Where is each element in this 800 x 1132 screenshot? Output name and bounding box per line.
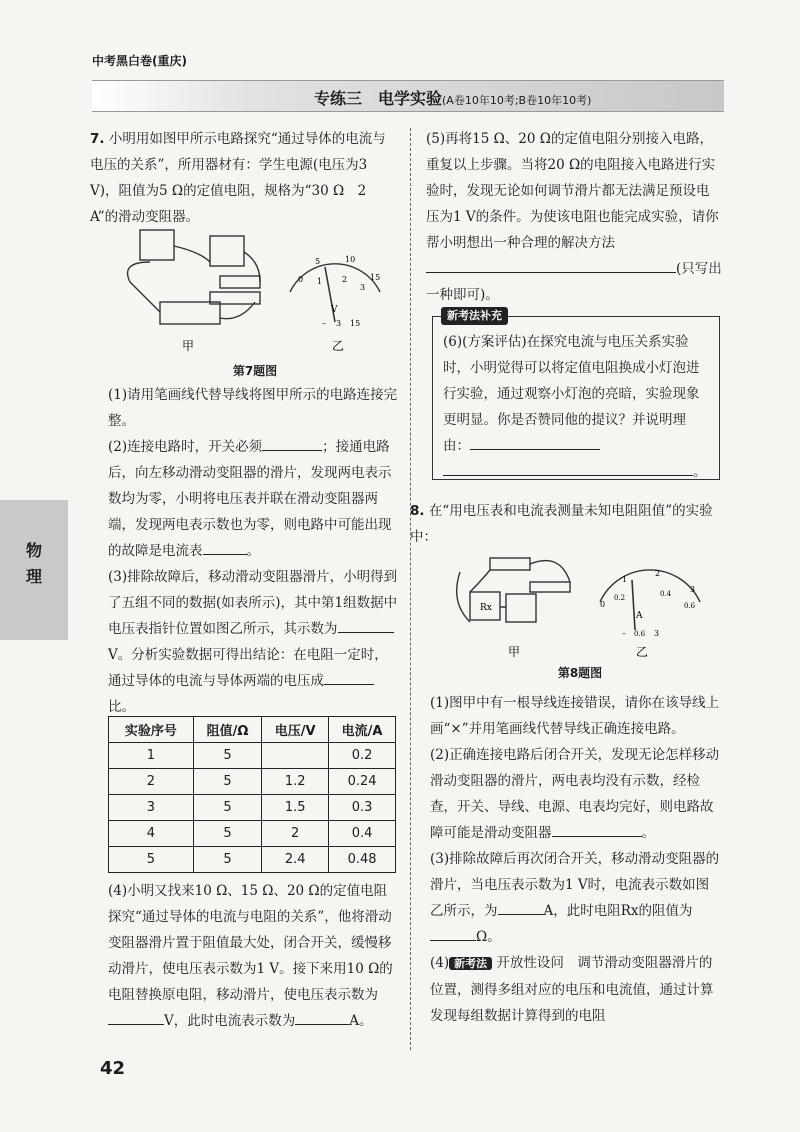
table-cell: 0.4	[329, 821, 396, 847]
table-cell: 1.5	[262, 795, 329, 821]
q8-label-yi: 乙	[636, 645, 649, 659]
q7-meter-terminal: –	[322, 319, 326, 328]
q8-meter-terminal: –	[622, 629, 626, 638]
table-cell: 5	[193, 847, 261, 873]
q8-p4-num: (4)	[430, 955, 450, 971]
q7-part-6	[443, 329, 711, 485]
q7-intro	[90, 126, 398, 230]
page-number: 42	[100, 1058, 126, 1079]
table-cell: 0.48	[329, 847, 396, 873]
q7-resistor	[220, 276, 260, 288]
column-divider	[410, 128, 411, 1050]
q8-p3-text-b: A，此时电阻Rx的阻值为	[543, 903, 693, 919]
q8-intro-text: 在“用电压表和电流表测量未知电阻阻值”的实验中：	[410, 503, 713, 545]
q8-meter-unit: A	[636, 611, 643, 621]
q8-p3-end: Ω。	[476, 929, 501, 945]
q8-battery	[490, 558, 530, 570]
table-cell: 5	[193, 821, 261, 847]
answer-blank[interactable]	[324, 670, 374, 685]
new-method-box	[432, 309, 720, 480]
q7-meter-tick: 3	[360, 283, 366, 292]
q7-p6-end: 。	[693, 464, 707, 480]
table-header-row	[109, 717, 396, 743]
section-note: (A卷10年10考;B卷10年10考)	[442, 94, 592, 107]
q7-part-2	[108, 434, 400, 564]
q8-intro	[410, 498, 722, 550]
section-name: 专练三 电学实验	[314, 89, 443, 108]
table-cell: 1	[109, 743, 194, 769]
q7-data-table	[108, 716, 396, 873]
q8-label-jia: 甲	[508, 645, 521, 659]
q7-p4-end: A。	[349, 1013, 373, 1029]
q7-p3-text: (3)排除故障后，移动滑动变阻器滑片，小明得到了五组不同的数据(如表所示)，其中第1组数据中电压表指针位置如图乙所示，其示数为	[108, 569, 398, 637]
q8-meter-needle	[632, 580, 635, 630]
q7-power-supply	[160, 302, 220, 324]
q7-wires	[128, 246, 261, 319]
table-cell: 4	[109, 821, 194, 847]
q7-voltmeter-body	[210, 236, 244, 266]
table-header: 电流/A	[329, 717, 396, 743]
q7-part-6-block	[443, 329, 711, 485]
table-header: 实验序号	[109, 717, 194, 743]
answer-blank[interactable]	[203, 540, 247, 555]
q7-p4-text: (4)小明又找来10 Ω、15 Ω、20 Ω的定值电阻探究“通过导体的电流与电阻的关系”，他将滑动变阻器滑片置于阻值最大处，闭合开关，缓慢移动滑片，使电压表示数为1 V。接下来用10 Ω的电阻替换原电阻，移动滑片，使电压表示数为	[108, 883, 393, 1003]
q8-part-4	[430, 950, 722, 1029]
q8-meter-tick: 0.6	[684, 602, 696, 610]
q7-number: 7.	[90, 131, 105, 147]
q7-meter-terminal: 3	[336, 319, 342, 328]
table-cell: 0.2	[329, 743, 396, 769]
q8-rx-label: Rx	[480, 603, 492, 613]
q7-p2-text: (2)连接电路时，开关必须	[108, 439, 263, 455]
table-cell: 3	[109, 795, 194, 821]
table-cell: 2	[262, 821, 329, 847]
q8-meter-tick: 2	[655, 569, 661, 578]
new-method-tag: 新考法	[449, 957, 492, 970]
q7-p3-text-b: V。分析实验数据可得出结论：在电阻一定时，通过导体的电流与导体两端的电压成	[108, 647, 388, 689]
table-header: 阻值/Ω	[193, 717, 261, 743]
q7-parts	[108, 382, 400, 720]
table-cell: 0.3	[329, 795, 396, 821]
answer-blank[interactable]	[430, 926, 476, 941]
answer-blank[interactable]	[262, 436, 322, 451]
q8-part-2	[430, 742, 722, 846]
table-row	[109, 821, 396, 847]
q8-meter-tick: 0.4	[660, 590, 672, 598]
q8-parts	[430, 690, 722, 1029]
q8-p4-text: 开放性设问 调节滑动变阻器滑片的位置，测得多组对应的电压和电流值，通过计算发现每组数据计算得到的电阻	[430, 955, 714, 1024]
q7-part-4	[108, 878, 400, 1034]
table-cell: 1.2	[262, 769, 329, 795]
q7-meter-tick: 1	[317, 277, 323, 286]
q8-p2-end: 。	[641, 825, 655, 841]
table-cell: 5	[193, 795, 261, 821]
q8-part-3	[430, 846, 722, 950]
q7-p3-end: 比。	[108, 699, 135, 715]
q7-p2-text-b: ；接通电路后，向左移动滑动变阻器的滑片，发现两电表示数均为零，小明将电压表并联在滑动变阻器两端，发现两电表示数也为零，则电路中可能出现的故障是电流表	[108, 439, 392, 559]
table-row	[109, 795, 396, 821]
subject-char-2: 理	[25, 567, 42, 586]
q8-number: 8.	[410, 503, 425, 519]
table-row	[109, 743, 396, 769]
q7-part-1: (1)请用笔画线代替导线将图甲所示的电路连接完整。	[108, 387, 398, 429]
table-cell	[262, 743, 329, 769]
new-method-title: 新考法补充	[441, 307, 508, 325]
section-banner	[92, 80, 724, 112]
question-8	[410, 498, 722, 550]
q7-ammeter-body	[140, 230, 174, 260]
q8-rheostat	[530, 582, 570, 592]
q7-meter-arc	[290, 264, 380, 292]
q7-part-5	[426, 126, 722, 308]
q7-meter-tick: 0	[298, 275, 304, 284]
answer-blank[interactable]	[108, 1010, 164, 1025]
q7-intro-text: 小明用如图甲所示电路探究“通过导体的电流与电压的关系”，所用器材有：学生电源(电压为3 V)，阻值为5 Ω的定值电阻，规格为“30 Ω 2 A”的滑动变阻器。	[90, 131, 386, 225]
q7-p4-text-b: V，此时电流表示数为	[164, 1013, 296, 1029]
table-header: 电压/V	[262, 717, 329, 743]
q8-p2-text: (2)正确连接电路后闭合开关，发现无论怎样移动滑动变阻器的滑片，两电表均没有示数，经检查，开关、导线、电源、电表均完好，则电路故障可能是滑动变阻器	[430, 747, 720, 841]
answer-blank[interactable]	[470, 435, 600, 450]
answer-blank[interactable]	[552, 822, 642, 837]
q8-meter-tick: 0.2	[614, 594, 626, 602]
q8-ammeter-body	[506, 594, 536, 622]
answer-blank[interactable]	[443, 461, 693, 476]
table-cell: 5	[193, 743, 261, 769]
q8-meter-terminal: 0.6	[634, 630, 646, 638]
q7-label-jia: 甲	[182, 339, 195, 353]
q7-meter-tick: 5	[315, 257, 321, 266]
q7-p5-text: (5)再将15 Ω、20 Ω的定值电阻分别接入电路，重复以上步骤。当将20 Ω的电阻接入电路进行实验时，发现无论如何调节滑片都无法满足预设电压为1 V的条件。为使该电阻也能完成实验，请你帮小明想出一种合理的解决方法	[426, 131, 719, 251]
table-cell: 2	[109, 769, 194, 795]
q7-part-4-block	[108, 878, 400, 1034]
answer-blank[interactable]	[498, 900, 544, 915]
q8-part-1: (1)图甲中有一根导线连接错误，请你在该导线上画“×”并用笔画线代替导线正确连接电路。	[430, 695, 720, 737]
q8-meter-terminal: 3	[654, 629, 660, 638]
question-7	[90, 126, 398, 230]
answer-blank[interactable]	[546, 258, 676, 273]
answer-blank[interactable]	[426, 258, 546, 273]
q8-meter-tick: 1	[622, 575, 628, 584]
q7-caption: 第7题图	[232, 364, 278, 378]
table-row	[109, 769, 396, 795]
section-title	[314, 86, 591, 109]
figure-8	[440, 552, 720, 662]
book-title: 中考黑白卷(重庆)	[92, 54, 187, 68]
q7-meter-tick: 10	[345, 255, 356, 264]
table-cell: 2.4	[262, 847, 329, 873]
subject-tab	[0, 500, 68, 640]
q7-part-3	[108, 564, 400, 720]
table-cell: 5	[109, 847, 194, 873]
q7-meter-unit: V	[331, 305, 338, 315]
table-cell: 5	[193, 769, 261, 795]
q8-p3-text: (3)排除故障后再次闭合开关，移动滑动变阻器的滑片，当电压表示数为1 V时，电流表示数如图乙所示，为	[430, 851, 720, 919]
q7-p5-end: (只写出一种即可)。	[426, 261, 722, 303]
q7-p6-text: (6)(方案评估)在探究电流与电压关系实验时，小明觉得可以将定值电阻换成小灯泡进行实验，通过观察小灯泡的亮暗，实验现象更明显。你是否赞同他的提议？并说明理由：	[443, 334, 700, 454]
q7-part-5-block	[426, 126, 722, 308]
table-cell: 0.24	[329, 769, 396, 795]
subject-char-1: 物	[25, 541, 42, 560]
q7-meter-tick: 2	[342, 275, 348, 284]
figure-7	[110, 222, 400, 362]
q7-label-yi: 乙	[332, 339, 345, 353]
q8-caption: 第8题图	[557, 666, 603, 680]
answer-blank[interactable]	[338, 618, 394, 633]
q7-meter-tick: 15	[370, 273, 381, 282]
answer-blank[interactable]	[295, 1010, 349, 1025]
q8-meter-tick: 3	[690, 585, 696, 594]
q7-meter-terminal: 15	[350, 319, 361, 328]
table-row	[109, 847, 396, 873]
q7-p2-end: 。	[246, 543, 260, 559]
q8-meter-tick: 0	[600, 600, 606, 609]
